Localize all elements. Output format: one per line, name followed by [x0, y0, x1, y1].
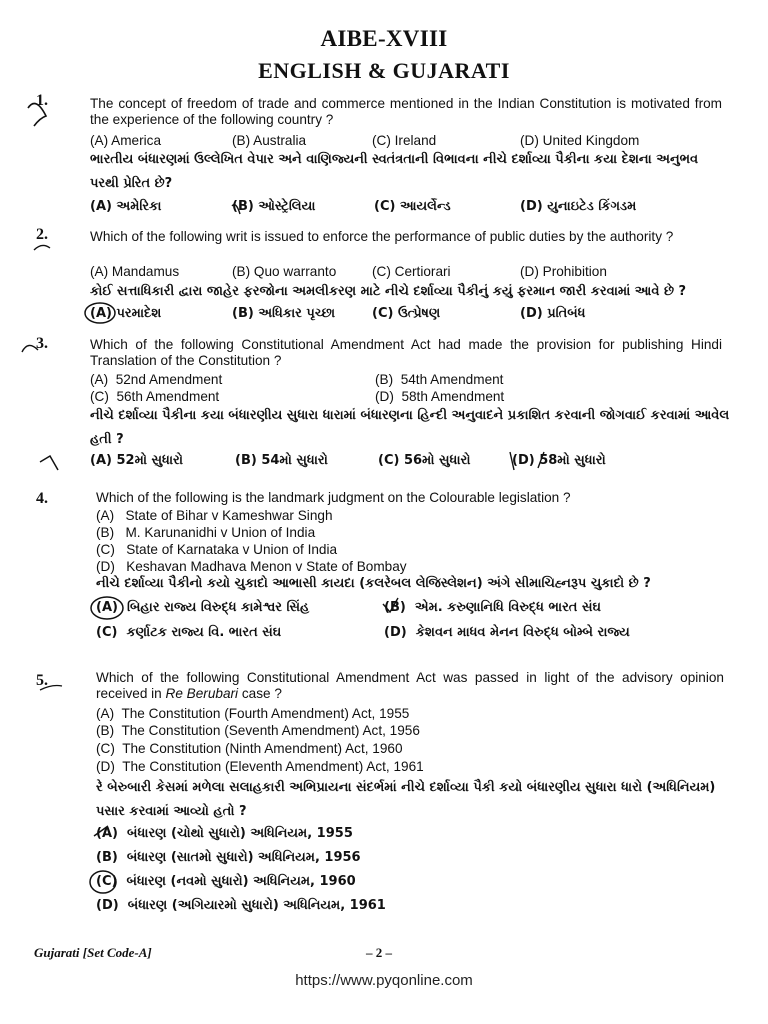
option-text: પ્રતિબંધ: [547, 306, 586, 321]
question-text-part: Which of the following Constitutional Amendment Act was passed in light of the advisory opinion received in: [96, 670, 724, 701]
option-text: કર્ણાટક રાજ્ય વિ. ભારત સંઘ: [126, 625, 282, 640]
option-text: State of Bihar v Kameshwar Singh: [125, 508, 333, 523]
gu-option-d: [520, 306, 585, 321]
option-text: એમ. કરુણાનિધિ વિરુદ્ધ ભારત સંઘ: [414, 600, 601, 615]
gu-option-c: [96, 625, 281, 640]
question-number: 4.: [36, 490, 48, 507]
gu-option-a: [90, 453, 183, 468]
option-d: [520, 264, 607, 279]
gu-option-b: [384, 600, 601, 615]
option-a: [90, 372, 222, 387]
option-c: [372, 133, 436, 148]
option-label: (B): [96, 723, 115, 738]
question-number: 2.: [36, 226, 48, 243]
option-b: [232, 133, 306, 148]
option-text: The Constitution (Ninth Amendment) Act, 1960: [122, 741, 403, 756]
option-text: અમેરિકા: [116, 199, 162, 214]
option-label: (C): [90, 389, 109, 404]
option-text: Certiorari: [394, 264, 451, 279]
option-text: Prohibition: [542, 264, 607, 279]
option-c: [90, 389, 219, 404]
option-label: (B): [96, 525, 115, 540]
option-text: The Constitution (Eleventh Amendment) Act, 1961: [122, 759, 424, 774]
option-text: State of Karnataka v Union of India: [126, 542, 338, 557]
option-label: (C): [374, 199, 396, 214]
option-label: (A): [96, 600, 118, 615]
option-text: બંધારણ (અગિયારમો સુધારો) અધિનિયમ, 1961: [127, 898, 386, 913]
option-text: બંધારણ (નવમો સુધારો) અધિનિયમ, 1960: [126, 874, 356, 889]
option-text: The Constitution (Fourth Amendment) Act, 1955: [121, 706, 410, 721]
question-number: 5.: [36, 672, 48, 689]
option-text: ઓસ્ટ્રેલિયા: [258, 199, 316, 214]
option-text: અધિકાર પૃચ્છા: [258, 306, 336, 321]
option-label: (C): [378, 453, 400, 468]
option-a: [96, 706, 409, 721]
option-label: (B): [232, 199, 254, 214]
option-label: (C): [96, 741, 115, 756]
exam-title: AIBE-XVIII: [320, 26, 448, 51]
gujarati-question-text: ભારતીય બંધારણમાં ઉલ્લેખિત વેપાર અને વાણિજ્યની સ્વતંત્રતાની વિભાવના નીચે દર્શાવ્યા પૈકીના કયા દેશના અનુભવ પરથી પ્રેરિત છે?: [90, 152, 699, 191]
option-label: (B): [96, 850, 118, 865]
option-text: Quo warranto: [253, 264, 337, 279]
option-label: (C): [96, 874, 118, 889]
gu-option-b: [232, 199, 315, 214]
gu-option-a: [90, 306, 161, 321]
option-b: [96, 525, 315, 540]
option-text: બિહાર રાજ્ય વિરુદ્ધ કામેશ્વર સિંહ: [127, 600, 310, 615]
option-b: [96, 723, 420, 738]
option-text: બંધારણ (ચોથો સુધારો) અધિનિયમ, 1955: [127, 826, 353, 841]
option-label: (A): [90, 199, 112, 214]
gu-option-c: [374, 199, 451, 214]
option-text: પરમાદેશ: [116, 306, 162, 321]
option-text: 52nd Amendment: [115, 372, 223, 387]
option-d: [520, 133, 639, 148]
case-name: Re Berubari: [165, 686, 239, 701]
option-a: [96, 508, 333, 523]
option-text: 54th Amendment: [400, 372, 504, 387]
option-c: [372, 264, 451, 279]
option-label: (D): [520, 264, 539, 279]
gujarati-question-text: કોઈ સત્તાધિકારી દ્વારા જાહેર ફરજોના અમલીકરણ માટે નીચે દર્શાવ્યા પૈકીનું કયું ફરમાન જારી કરવામાં આવે છે ?: [90, 284, 687, 299]
option-c: [96, 741, 403, 756]
gu-option-b: [96, 850, 361, 865]
set-code-footer: Gujarati [Set Code-A]: [34, 945, 152, 960]
question-text: Which of the following is the landmark judgment on the Colourable legislation ?: [96, 490, 571, 505]
option-label: (B): [235, 453, 257, 468]
option-label: (A): [90, 264, 109, 279]
language-title: ENGLISH & GUJARATI: [258, 58, 510, 83]
gu-option-d: [520, 199, 636, 214]
option-label: (D): [520, 133, 539, 148]
option-label: (B): [384, 600, 406, 615]
option-label: (D): [96, 759, 115, 774]
option-label: (D): [96, 559, 115, 574]
question-text: The concept of freedom of trade and commerce mentioned in the Indian Constitution is motivated from the experience of the following country ?: [90, 96, 722, 127]
option-d: [96, 759, 424, 774]
option-c: [96, 542, 337, 557]
option-text: ઉત્પ્રેષણ: [397, 306, 441, 321]
option-label: (A): [96, 508, 115, 523]
gujarati-question-text: રે બેરુબારી કેસમાં મળેલા સલાહકારી અભિપ્રાયના સંદર્ભમાં નીચે દર્શાવ્યા પૈકી કયો બંધારણીય સુધારા ધારો (અધિનિયમ) પસાર કરવામાં આવ્યો હતો ?: [96, 780, 716, 819]
option-label: (A): [90, 306, 112, 321]
option-label: (B): [232, 264, 251, 279]
option-label: (C): [372, 306, 394, 321]
option-text: 52મો સુધારો: [116, 453, 184, 468]
option-text: The Constitution (Seventh Amendment) Act, 1956: [121, 723, 420, 738]
option-label: (D): [96, 898, 119, 913]
option-label: (D): [375, 389, 394, 404]
option-label: (C): [96, 542, 115, 557]
gu-option-d: [384, 625, 630, 640]
option-label: (A): [96, 826, 118, 841]
option-d: [375, 389, 504, 404]
question-number: 1.: [36, 92, 48, 109]
option-label: (D): [520, 199, 543, 214]
option-text: યુનાઇટેડ કિંગડમ: [547, 199, 637, 214]
option-label: (A): [90, 372, 109, 387]
tick-mark-q2: [34, 245, 50, 250]
gu-option-d: [96, 898, 386, 913]
option-text: બંધારણ (સાતમો સુધારો) અધિનિયમ, 1956: [126, 850, 361, 865]
gu-option-c: [96, 874, 356, 889]
option-label: (C): [372, 133, 391, 148]
option-label: (B): [375, 372, 394, 387]
option-a: [90, 133, 161, 148]
option-label: (A): [90, 133, 109, 148]
option-text: 56મો સુધારો: [403, 453, 471, 468]
page-number: – 2 –: [366, 945, 392, 960]
gujarati-question-text: નીચે દર્શાવ્યા પૈકીના કયા બંધારણીય સુધારા ધારામાં બંધારણના હિન્દી અનુવાદને પ્રકાશિત કરવાની જોગવાઈ કરવામાં આવેલ હતી ?: [90, 408, 730, 447]
gu-option-c: [372, 306, 440, 321]
option-text: United Kingdom: [542, 133, 640, 148]
option-text: 58th Amendment: [401, 389, 505, 404]
option-label: (D): [512, 453, 535, 468]
gu-option-b: [235, 453, 328, 468]
gu-option-a: [90, 199, 161, 214]
option-text: Mandamus: [111, 264, 180, 279]
option-text: 54મો સુધારો: [261, 453, 328, 468]
option-label: (B): [232, 133, 251, 148]
option-label: (C): [372, 264, 391, 279]
gu-option-c: [378, 453, 471, 468]
option-text: આયર્લેન્ડ: [399, 199, 451, 214]
option-b: [232, 264, 336, 279]
question-text: Which of the following writ is issued to enforce the performance of public duties by the authority ?: [90, 229, 674, 244]
gu-option-a: [96, 600, 309, 615]
question-text: Which of the following Constitutional Amendment Act had made the provision for publishing Hindi Translation of the Constitution ?: [90, 337, 722, 368]
gujarati-question-text: નીચે દર્શાવ્યા પૈકીનો કયો ચુકાદો આભાસી કાયદા (કલરેબલ લેજિસ્લેશન) અંગે સીમાચિહ્નરૂપ ચુકાદો છે ?: [96, 576, 651, 591]
option-text: કેશવન માધવ મેનન વિરુદ્ધ બોમ્બે રાજ્ય: [415, 625, 630, 640]
option-text: Ireland: [394, 133, 437, 148]
option-label: (D): [384, 625, 407, 640]
gu-option-b: [232, 306, 335, 321]
tick-mark-q3-answer: [40, 456, 58, 470]
option-text: 58મો સુધારો: [539, 453, 606, 468]
option-label: (B): [232, 306, 254, 321]
question-text-part: case ?: [238, 686, 282, 701]
question-text: [96, 670, 724, 702]
option-label: (C): [96, 625, 118, 640]
question-number: 3.: [36, 335, 48, 352]
gu-option-a: [96, 826, 353, 841]
option-label: (A): [90, 453, 112, 468]
option-text: M. Karunanidhi v Union of India: [125, 525, 316, 540]
option-label: (D): [520, 306, 543, 321]
gu-option-d: [512, 453, 606, 468]
option-text: 56th Amendment: [116, 389, 220, 404]
option-label: (A): [96, 706, 115, 721]
option-a: [90, 264, 179, 279]
watermark-url: https://www.pyqonline.com: [295, 972, 473, 989]
option-text: Australia: [253, 133, 307, 148]
option-text: Keshavan Madhava Menon v State of Bombay: [126, 559, 407, 574]
option-text: America: [111, 133, 162, 148]
option-b: [375, 372, 503, 387]
option-d: [96, 559, 407, 574]
